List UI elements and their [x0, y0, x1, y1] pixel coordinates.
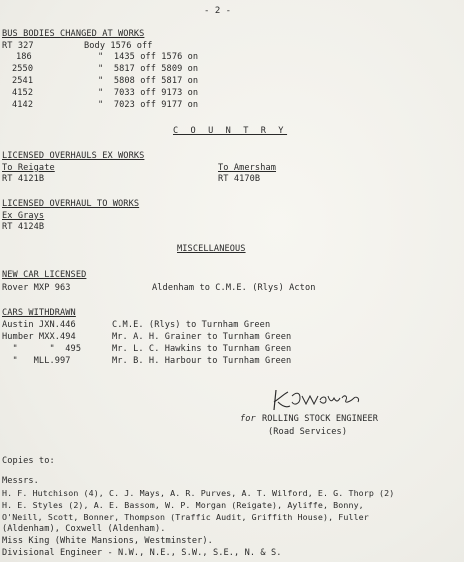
copies-line: Messrs. [2, 476, 39, 486]
signature-for: for [240, 414, 256, 424]
to-amersham-label: To Amersham [218, 163, 277, 173]
bus-body-id: 4152 [12, 88, 34, 98]
copies-line: (Aldenham), Coxwell (Aldenham). [2, 524, 166, 534]
page-number: - 2 - [204, 6, 232, 16]
withdrawn-dest: Mr. L. C. Hawkins to Turnham Green [112, 344, 292, 354]
withdrawn-dest: C.M.E. (Rlys) to Turnham Green [112, 320, 271, 330]
to-reigate-label: To Reigate [2, 163, 55, 173]
rt-4124b: RT 4124B [2, 222, 45, 232]
bus-body-desc: Body 1576 off [84, 41, 153, 51]
bus-body-id: 2541 [12, 76, 34, 86]
cars-withdrawn-heading: CARS WITHDRAWN [2, 308, 76, 318]
copies-label: Copies to: [2, 456, 55, 466]
rt-4121b: RT 4121B [2, 174, 45, 184]
bus-body-id: 2550 [12, 64, 34, 74]
bus-body-id: RT 327 [2, 41, 34, 51]
rt-4170b: RT 4170B [218, 174, 261, 184]
licensed-overhaul-heading: LICENSED OVERHAUL TO WORKS [2, 199, 140, 209]
bus-body-desc: " 5808 off 5817 on [98, 76, 199, 86]
signature-subtitle: (Road Services) [268, 427, 348, 437]
withdrawn-car: " MLL.997 [2, 356, 71, 366]
bus-body-desc: " 5817 off 5809 on [98, 64, 199, 74]
withdrawn-dest: Mr. A. H. Grainer to Turnham Green [112, 332, 292, 342]
copies-line: Miss King (White Mansions, Westminster). [2, 536, 213, 546]
signature-title: ROLLING STOCK ENGINEER [262, 414, 379, 424]
bus-body-desc: " 7023 off 9177 on [98, 100, 199, 110]
ex-grays-label: Ex Grays [2, 211, 45, 221]
country-heading: C O U N T R Y [173, 126, 288, 136]
withdrawn-car: " " 495 [2, 344, 82, 354]
new-car-heading: NEW CAR LICENSED [2, 270, 87, 280]
licensed-overhauls-heading: LICENSED OVERHAULS EX WORKS [2, 151, 145, 161]
withdrawn-car: Austin JXN.446 [2, 320, 76, 330]
copies-line: O'Neill, Scott, Bonner, Thompson (Traffic Audit, Griffith House), Fuller [2, 512, 369, 522]
copies-line: H. E. Styles (2), A. E. Bassom, W. P. Morgan (Reigate), Ayliffe, Bonny, [2, 500, 364, 510]
bus-body-desc: " 1435 off 1576 on [98, 52, 199, 62]
bus-bodies-heading: BUS BODIES CHANGED AT WORKS [2, 29, 145, 39]
withdrawn-dest: Mr. B. H. Harbour to Turnham Green [112, 356, 292, 366]
copies-line: H. F. Hutchison (4), C. J. Mays, A. R. Purves, A. T. Wilford, E. G. Thorp (2) [2, 488, 395, 498]
bus-body-id: 186 [16, 52, 32, 62]
bus-body-id: 4142 [12, 100, 34, 110]
new-car-route: Aldenham to C.M.E. (Rlys) Acton [152, 283, 316, 293]
new-car-vehicle: Rover MXP 963 [2, 283, 71, 293]
miscellaneous-heading: MISCELLANEOUS [177, 244, 246, 254]
withdrawn-car: Humber MXX.494 [2, 332, 76, 342]
bus-body-desc: " 7033 off 9173 on [98, 88, 199, 98]
copies-line: Divisional Engineer - N.W., N.E., S.W., S.E., N. & S. [2, 548, 282, 558]
